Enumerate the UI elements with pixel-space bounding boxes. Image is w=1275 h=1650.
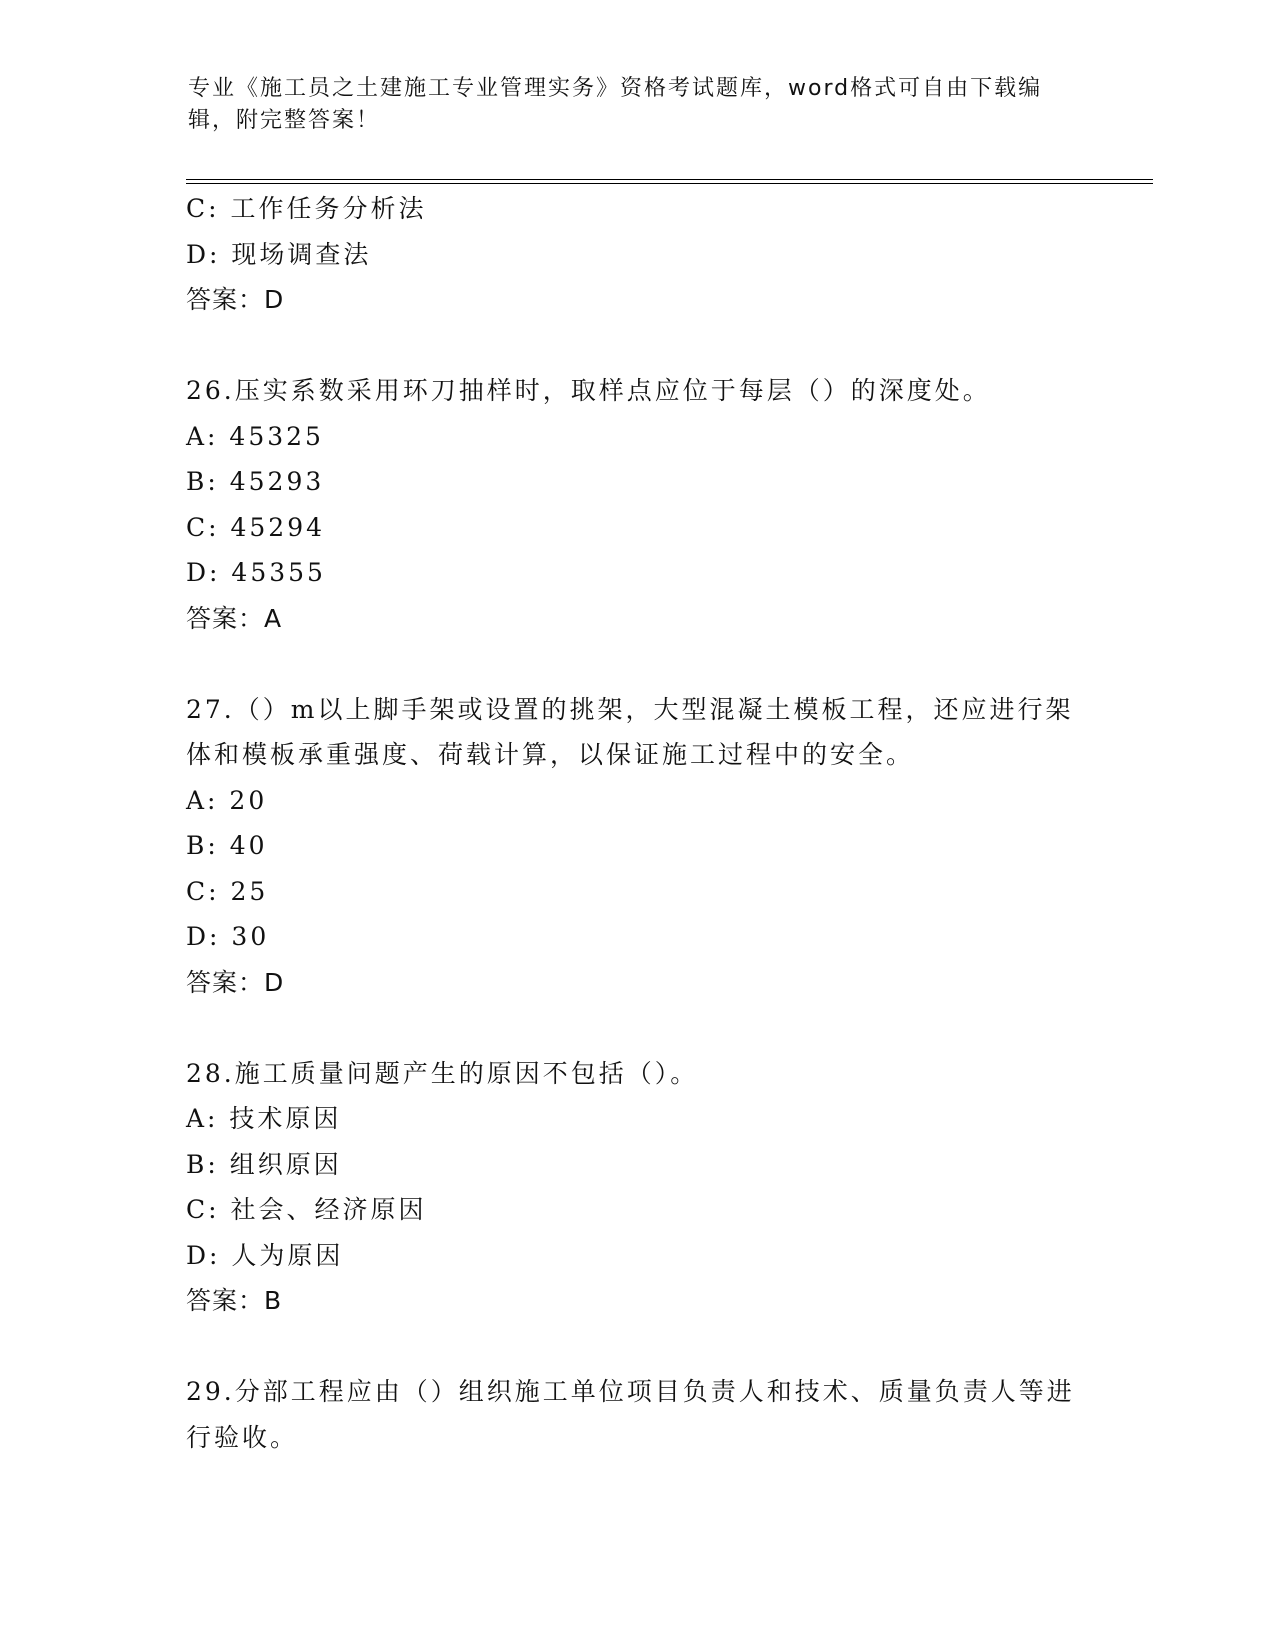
q27-option-b: B: 40: [186, 831, 268, 860]
q26-option-a: A: 45325: [186, 421, 324, 451]
q28-stem: 28.施工质量问题产生的原因不包括（）。: [186, 1058, 699, 1088]
document-header: 专业《施工员之土建施工专业管理实务》资格考试题库，word格式可自由下载编辑，附完整答案！: [188, 76, 1043, 133]
q27-option-a: A: 20: [186, 785, 268, 815]
q27-stem: 27.（）m以上脚手架或设置的挑架，大型混凝土模板工程，还应进行架体和模板承重强度、荷载计算，以保证施工过程中的安全。: [186, 694, 1074, 769]
q25-option-d: D: 现场调查法: [186, 239, 372, 269]
q27-option-d: D: 30: [186, 922, 270, 951]
q27-option-c: C: 25: [186, 876, 269, 906]
q26-option-d: D: 45355: [186, 558, 326, 587]
spacer: [186, 641, 1086, 687]
q29-stem: 29.分部工程应由（）组织施工单位项目负责人和技术、质量负责人等进行验收。: [186, 1377, 1075, 1452]
q25-option-c: C: 工作任务分析法: [186, 194, 427, 223]
q28-option-b: B: 组织原因: [186, 1149, 342, 1179]
q28-option-c: C: 社会、经济原因: [186, 1195, 427, 1224]
spacer: [186, 323, 1086, 369]
q28-option-d: D: 人为原因: [186, 1240, 344, 1270]
q26-stem: 26.压实系数采用环刀抽样时，取样点应位于每层（）的深度处。: [186, 376, 991, 405]
q26-option-c: C: 45294: [186, 512, 326, 542]
q25-answer: 答案：D: [186, 285, 285, 314]
q26-answer: 答案：A: [186, 603, 283, 633]
q27-answer: 答案：D: [186, 967, 285, 997]
q26-option-b: B: 45293: [186, 467, 325, 496]
spacer: [186, 1324, 1086, 1370]
q28-answer: 答案：B: [186, 1286, 283, 1315]
question-list: [186, 186, 1086, 1460]
header-rule-top: [186, 179, 1153, 180]
q28-option-a: A: 技术原因: [186, 1104, 342, 1133]
header-rule-bottom: [186, 183, 1153, 184]
spacer: [186, 1005, 1086, 1051]
